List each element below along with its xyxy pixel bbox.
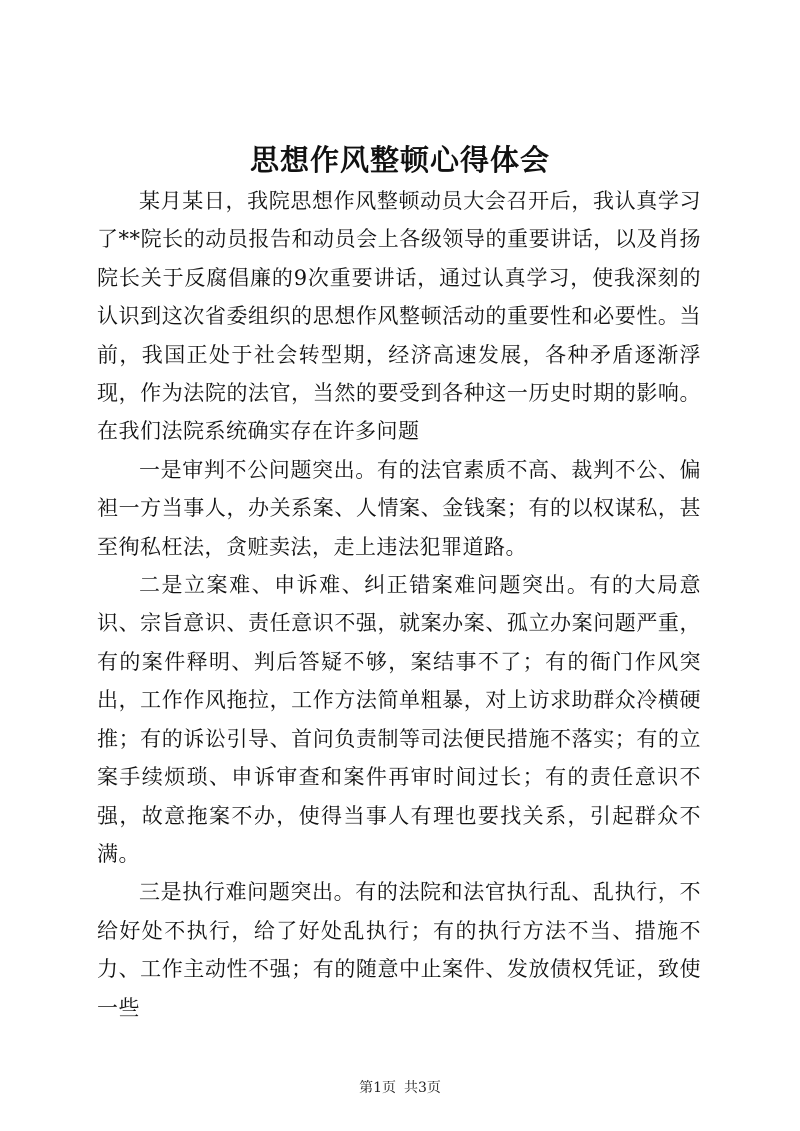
paragraph-point-one: 一是审判不公问题突出。有的法官素质不高、裁判不公、偏袒一方当事人，办关系案、人情案、金钱案；有的以权谋私，甚至徇私枉法，贪赃卖法，走上违法犯罪道路。: [97, 457, 701, 559]
page-total: 共3页: [404, 1080, 441, 1096]
paragraph-intro: 某月某日，我院思想作风整顿动员大会召开后，我认真学习了**院长的动员报告和动员会上各级领导的重要讲话，以及肖扬院长关于反腐倡廉的9次重要讲话，通过认真学习，使我深刻的认识到这次省委组织的思想作风整顿活动的重要性和必要性。当前，我国正处于社会转型期，经济高速发展，各种矛盾逐渐浮现，作为法院的法官，当然的要受到各种这一历史时期的影响。在我们法院系统确实存在许多问题: [97, 189, 701, 444]
page-footer: [0, 1078, 800, 1098]
document-body: [97, 182, 701, 1027]
document-title: 思想作风整顿心得体会: [249, 143, 550, 177]
paragraph-point-three: 三是执行难问题突出。有的法院和法官执行乱、乱执行，不给好处不执行，给了好处乱执行；有的执行方法不当、措施不力、工作主动性不强；有的随意中止案件、发放债权凭证，致使一些: [97, 880, 701, 1020]
page-number: 第1页: [359, 1080, 396, 1096]
paragraph-point-two: 二是立案难、申诉难、纠正错案难问题突出。有的大局意识、宗旨意识、责任意识不强，就案办案、孤立办案问题严重，有的案件释明、判后答疑不够，案结事不了；有的衙门作风突出，工作作风拖拉，工作方法简单粗暴，对上访求助群众冷横硬推；有的诉讼引导、首问负责制等司法便民措施不落实；有的立案手续烦琐、申诉审查和案件再审时间过长；有的责任意识不强，故意拖案不办，使得当事人有理也要找关系，引起群众不满。: [97, 573, 701, 866]
